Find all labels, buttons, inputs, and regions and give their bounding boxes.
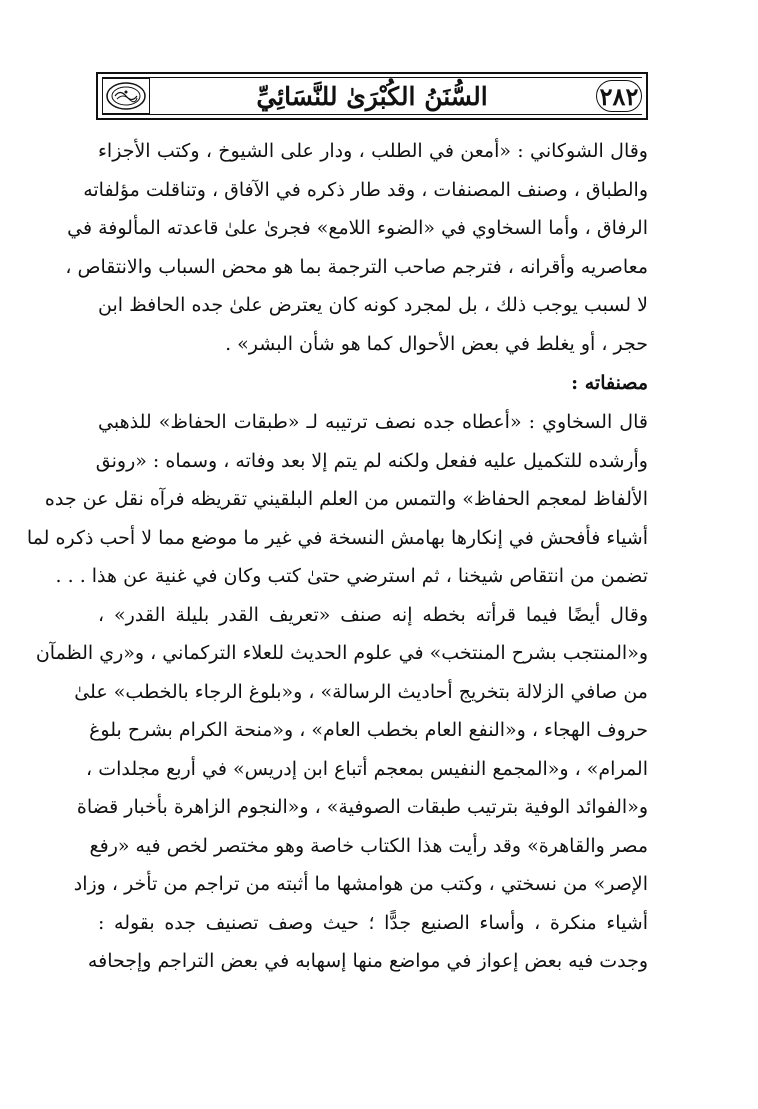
text-line: الرفاق ، وأما السخاوي في «الضوء اللامع» فجرىٰ علىٰ قاعدته المألوفة في — [67, 217, 648, 239]
ornamental-emblem-icon — [102, 78, 150, 114]
text-line: حروف الهجاء ، و«النفع العام بخطب العام» ، و«منحة الكرام بشرح بلوغ — [89, 719, 648, 741]
text-line: تضمن من انتقاص شيخنا ، ثم استرضي حتىٰ كتب وكان في غنية عن هذا . . . — [55, 565, 648, 587]
text-line: الألفاظ لمعجم الحفاظ» والتمس من العلم البلقيني تقريظه فرآه نقل عن جده — [44, 488, 648, 510]
text-line: وأرشده للتكميل عليه ففعل ولكنه لم يتم إلا بعد وفاته ، وسماه : «رونق — [95, 449, 648, 472]
text-line: وقال أيضًا فيما قرأته بخطه إنه صنف «تعريف القدر بليلة القدر» ، — [98, 603, 648, 626]
text-line: أشياء فأفحش في إنكارها بهامش النسخة في غير ما موضع مما لا أحب ذكره لما — [26, 526, 648, 549]
text-line: لا لسبب يوجب ذلك ، بل لمجرد كونه كان يعترض علىٰ جده الحافظ ابن — [98, 294, 648, 316]
text-line: معاصريه وأقرانه ، فترجم صاحب الترجمة بما هو محض السباب والانتقاص ، — [65, 255, 648, 278]
text-line: الإصر» من نسختي ، وكتب من هوامشها ما أثبته من تراجم من تأخر ، وزاد — [73, 873, 648, 895]
text-line: و«الفوائد الوفية بترتيب طبقات الصوفية» ، و«النجوم الزاهرة بأخبار قضاة — [76, 796, 648, 818]
page-number: ٢٨٢ — [596, 80, 642, 112]
text-line: و«المنتجب بشرح المنتخب» في علوم الحديث للعلاء التركماني ، و«ري الظمآن — [35, 642, 648, 664]
page-header — [96, 72, 648, 120]
header-bottom-rule — [102, 114, 642, 115]
text-line: المرام» ، و«المجمع النفيس بمعجم أتباع ابن إدريس» في أربع مجلدات ، — [86, 757, 648, 780]
text-line: وقال الشوكاني : «أمعن في الطلب ، ودار على الشيوخ ، وكتب الأجزاء — [98, 140, 648, 162]
book-title: السُّنَنُ الكُبْرَىٰ للنَّسَائِيِّ — [256, 81, 488, 111]
page-body — [26, 132, 648, 981]
text-line: من صافي الزلالة بتخريج أحاديث الرسالة» ، و«بلوغ الرجاء بالخطب» علىٰ — [74, 680, 648, 703]
header-top-rule — [102, 77, 642, 78]
text-line: والطباق ، وصنف المصنفات ، وقد طار ذكره في الآفاق ، وتناقلت مؤلفاته — [83, 178, 648, 201]
text-line: مصر والقاهرة» وقد رأيت هذا الكتاب خاصة وهو مختصر لخص فيه «رفع — [89, 834, 648, 857]
section-heading: مصنفاته : — [571, 372, 648, 394]
text-line: أشياء منكرة ، وأساء الصنيع جدًّا ؛ حيث وصف تصنيف جده بقوله : — [98, 911, 648, 934]
text-line: حجر ، أو يغلط في بعض الأحوال كما هو شأن البشر» . — [225, 332, 648, 355]
text-line: قال السخاوي : «أعطاه جده نصف ترتيبه لـ «طبقات الحفاظ» للذهبي — [98, 411, 648, 433]
text-line: وجدت فيه بعض إعواز في مواضع منها إسهابه في بعض التراجم وإجحافه — [87, 950, 648, 972]
